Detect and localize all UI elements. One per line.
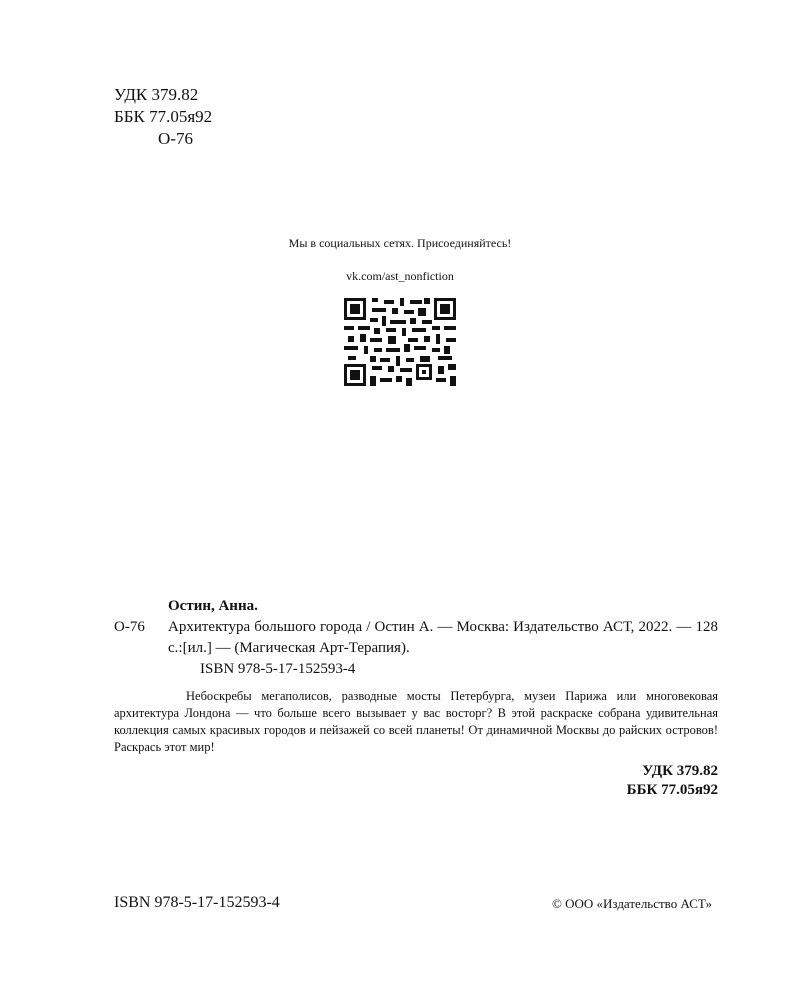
qr-code-icon bbox=[344, 298, 456, 386]
record-annotation: Небоскребы мегаполисов, разводные мосты Петербурга, музеи Парижа или многовековая архитектура Лондона — что больше всего вызывает у вас восторг? В этой раскраске собрана удивительная коллекция самых красивых городов и пейзажей со всей планеты! От динамичной Москвы до райских островов! Раскрась этот мир! bbox=[114, 689, 718, 754]
bbk-code: ББК 77.05я92 bbox=[114, 107, 213, 126]
social-block bbox=[0, 236, 800, 386]
record-title: Архитектура большого города / Остин А. — Москва: Издательство АСТ, 2022. — 128 с.:[ил.] — (Магическая Арт-Терапия). bbox=[168, 619, 718, 656]
social-url[interactable]: vk.com/ast_nonfiction bbox=[346, 269, 454, 283]
udk-code: УДК 379.82 bbox=[114, 85, 199, 104]
record-codes bbox=[114, 762, 718, 800]
author-mark: О-76 bbox=[158, 129, 193, 148]
bibliographic-record bbox=[114, 596, 718, 800]
social-invite: Мы в социальных сетях. Присоединяйтесь! bbox=[288, 236, 512, 250]
footer-copyright: © ООО «Издательство АСТ» bbox=[551, 896, 712, 911]
classification-block bbox=[114, 84, 212, 150]
footer-isbn: ISBN 978-5-17-152593-4 bbox=[114, 894, 280, 911]
record-bbk: ББК 77.05я92 bbox=[626, 782, 718, 798]
record-author-mark: О-76 bbox=[114, 619, 145, 635]
record-isbn: ISBN 978-5-17-152593-4 bbox=[200, 661, 356, 677]
record-udk: УДК 379.82 bbox=[642, 763, 718, 779]
record-author: Остин, Анна. bbox=[168, 598, 258, 614]
record-title-block bbox=[114, 617, 718, 659]
